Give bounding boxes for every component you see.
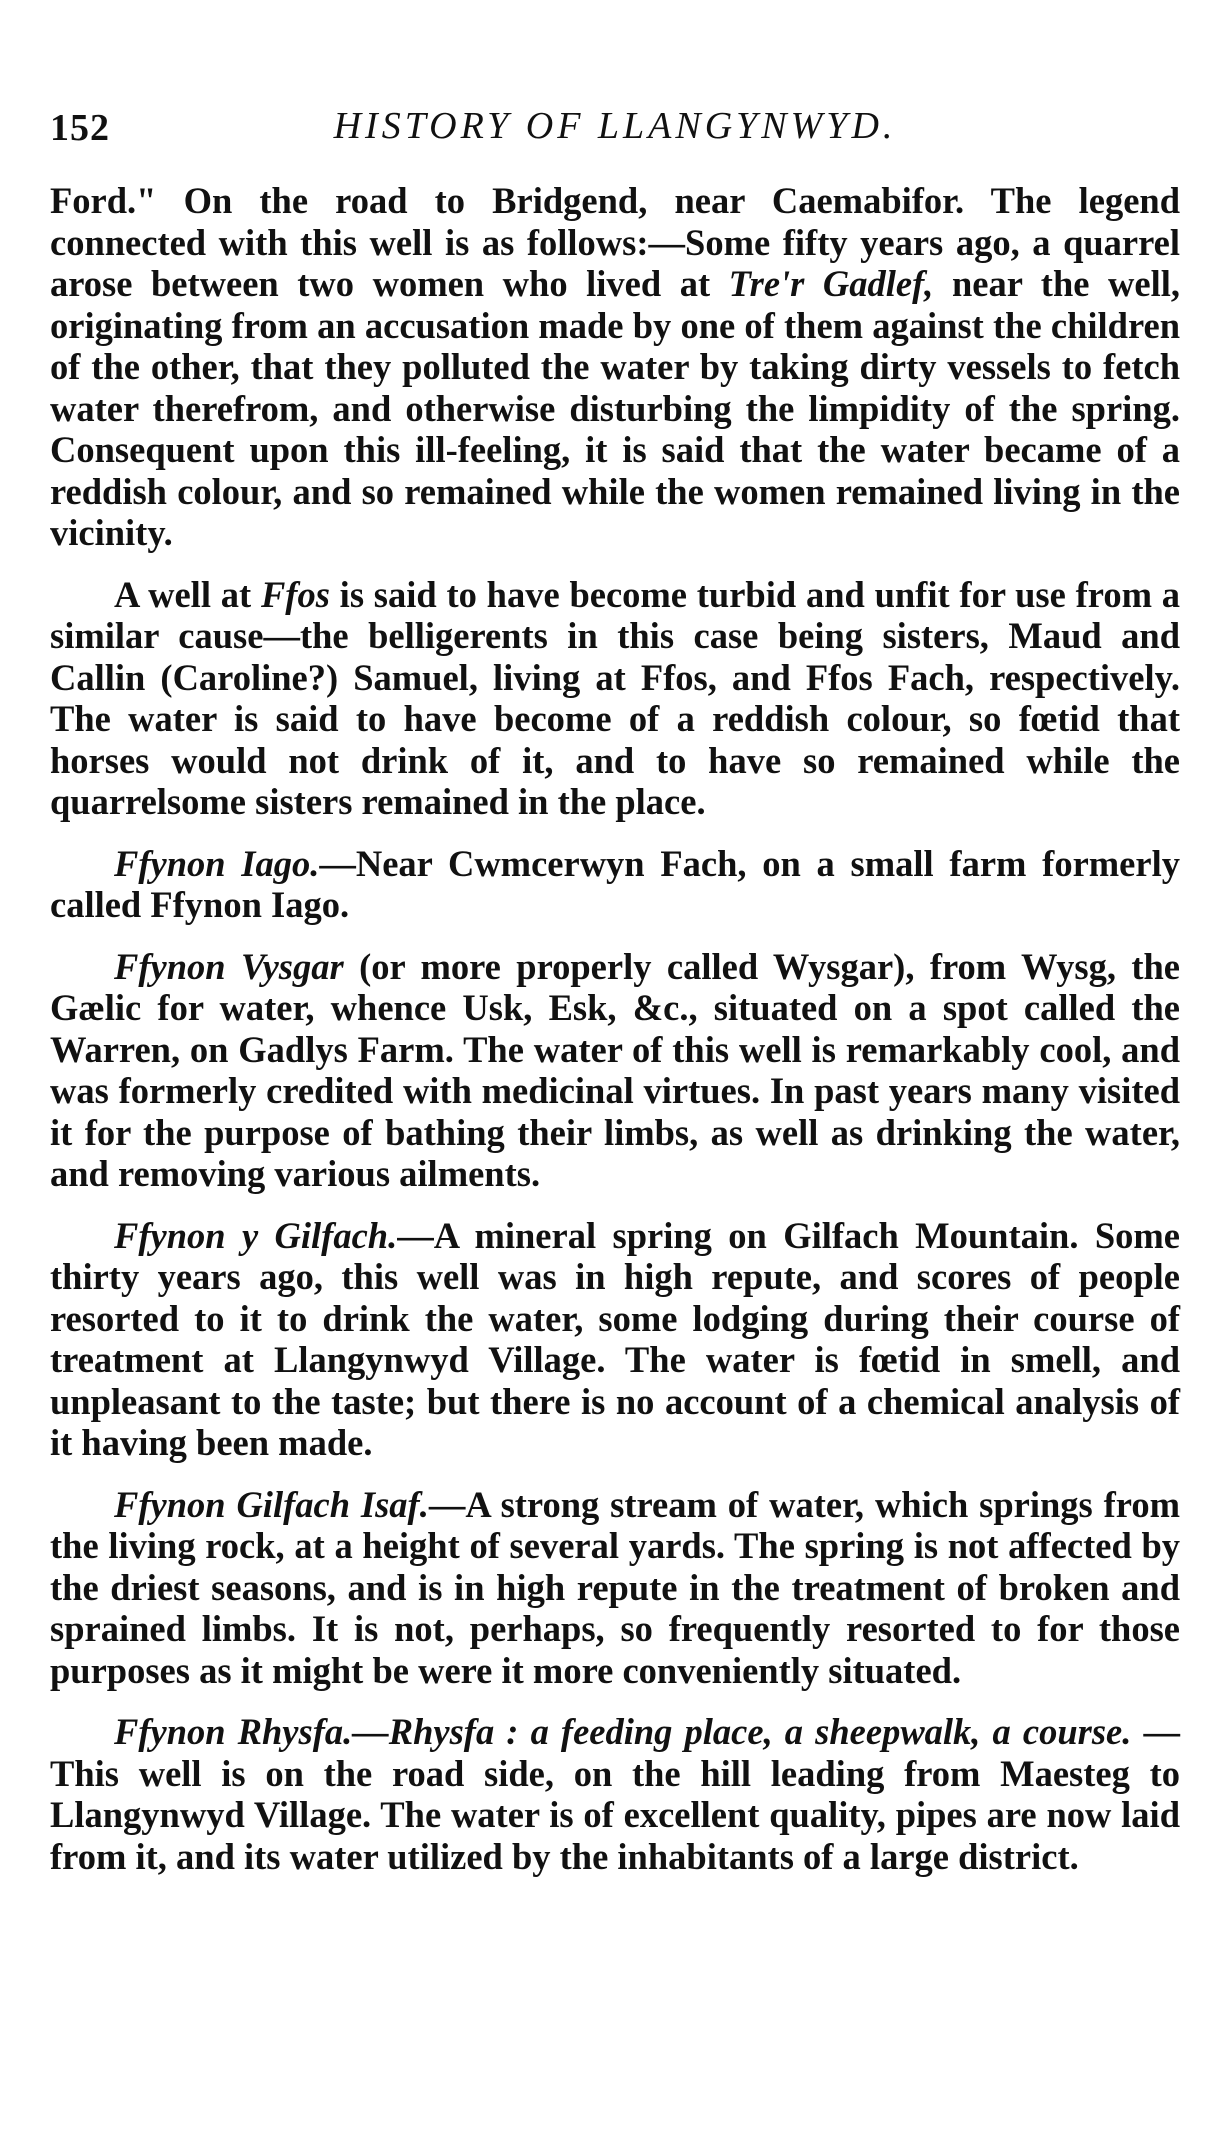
book-page [50,100,1180,1897]
paragraph-text: —A strong stream of water, which springs from the living rock, at a height of several yards. The spring is not affected by the driest seasons, and is in high repute in the treatment of broken and sprained limbs. It is not, perhaps, so frequently resorted to for those purposes as it might be were it more conveniently situated. [50,1483,1180,1691]
paragraph-ffynon-gilfach-isaf [50,1484,1180,1692]
paragraph-ffos [50,574,1180,823]
paragraph-ffynon-vysgar [50,946,1180,1195]
paragraph-text: near the well, originating from an accusation made by one of them against the children of the other, that they polluted the water by taking dirty vessels to fetch water therefrom, and otherwise disturbing the limpidity of the spring. Consequent upon this ill-feeling, it is said that the water became of a reddish colour, and so remained while the women remained living in the vicinity. [50,263,1180,553]
well-name-ffynon-gilfach-isaf: Ffynon Gilfach Isaf. [114,1483,429,1525]
paragraph-text: is said to have become turbid and unfit for use from a similar cause—the belligerents in this case being sisters, Maud and Callin (Caroline?) Samuel, living at Ffos, and Ffos Fach, respectively. The water is said to have become of a reddish colour, so fœtid that horses would not drink of it, and to have so remained while the quarrelsome sisters remained in the place. [50,573,1181,822]
paragraph-ffynon-y-gilfach [50,1215,1180,1464]
paragraph-text: —Near Cwmcerwyn Fach, on a small farm formerly called Ffynon Iago. [50,842,1180,925]
paragraph-text: —A mineral spring on Gilfach Mountain. Some thirty years ago, this well was in high repute, and scores of people resorted to it to drink the water, some lodging during their course of treatment at Llangynwyd Village. The water is fœtid in smell, and unpleasant to the taste; but there is no account of a chemical analysis of it having been made. [50,1214,1181,1463]
paragraph-text: (or more properly called Wysgar), from Wysg, the Gælic for water, whence Usk, Esk, &c., situated on a spot called the Warren, on Gadlys Farm. The water of this well is remarkably cool, and was formerly credited with medicinal virtues. In past years many visited it for the purpose of bathing their limbs, as well as drinking the water, and removing various ailments. [50,945,1181,1194]
page-header [50,100,1180,160]
running-title: HISTORY OF LLANGYNWYD. [333,105,897,147]
well-name-ffynon-y-gilfach: Ffynon y Gilfach. [114,1214,398,1256]
body-text [50,180,1180,1877]
paragraph-text: A well at [114,573,261,615]
well-name-ffynon-rhysfa: Ffynon Rhysfa.—Rhysfa : a feeding place, a sheepwalk, a course. [114,1711,1132,1752]
well-name-ffynon-iago: Ffynon Iago. [114,842,320,884]
paragraph-ford [50,180,1180,554]
place-name-ffos: Ffos [260,573,330,615]
well-name-ffynon-vysgar: Ffynon Vysgar [114,945,344,987]
page-number: 152 [50,107,110,149]
paragraph-text: —This well is on the road side, on the hill leading from Maesteg to Llangynwyd Village. The water is of excellent quality, pipes are now laid from it, and its water utilized by the inhabitants of a large district. [50,1711,1180,1877]
place-name-tre-r-gadlef: Tre'r Gadlef, [728,263,934,304]
paragraph-text: Ford." On the road to Bridgend, near Caemabifor. The legend connected with this well is as follows:—Some fifty years ago, a quarrel arose between two women who lived at [50,180,1180,304]
paragraph-ffynon-rhysfa [50,1711,1180,1877]
paragraph-ffynon-iago [50,843,1180,926]
